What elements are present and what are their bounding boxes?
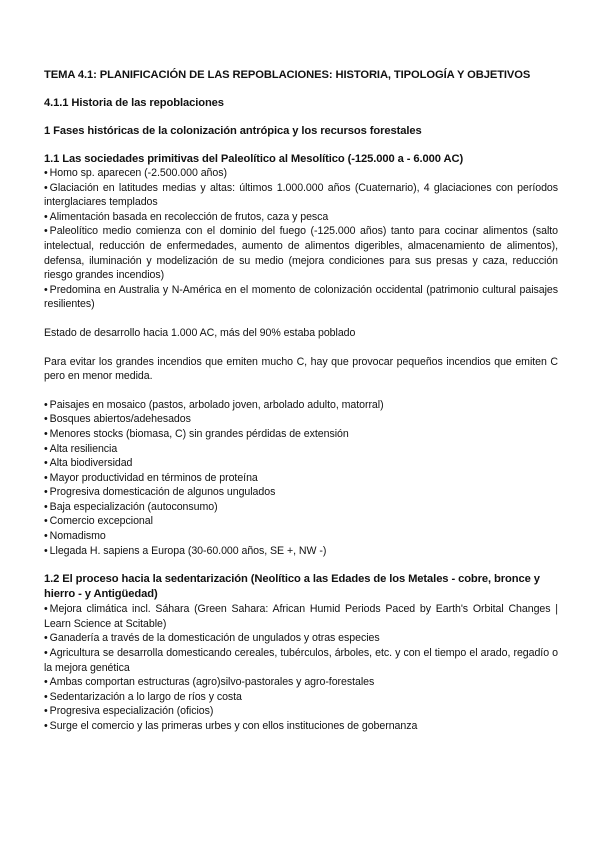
list-item: • Baja especialización (autoconsumo) [44,500,558,515]
list-features [44,398,558,559]
list-item: • Alta biodiversidad [44,456,558,471]
heading-1-2: 1.2 El proceso hacia la sedentarización (Neolítico a las Edades de los Metales - cobre, bronce y hierro - y Antigüedad) [44,573,540,601]
list-item: • Glaciación en latitudes medias y altas: últimos 1.000.000 años (Cuaternario), 4 glaciaciones con períodos interglaciares templados [44,181,558,210]
list-item: • Nomadismo [44,529,558,544]
document-page [44,68,558,734]
incendios-paragraph: Para evitar los grandes incendios que emiten mucho C, hay que provocar pequeños incendios que emiten C pero en menor medida. [44,355,558,383]
list-item: • Progresiva especialización (oficios) [44,704,558,719]
list-item: • Homo sp. aparecen (-2.500.000 años) [44,166,558,181]
list-item: • Progresiva domesticación de algunos ungulados [44,485,558,500]
list-item: • Paisajes en mosaico (pastos, arbolado joven, arbolado adulto, matorral) [44,398,558,413]
list-item: • Ganadería a través de la domesticación de ungulados y otras especies [44,631,558,646]
list-item: • Surge el comercio y las primeras urbes y con ellos instituciones de gobernanza [44,719,558,734]
list-item: • Agricultura se desarrolla domesticando cereales, tubérculos, árboles, etc. y con el tiempo el arado, regadío o la mejora genética [44,646,558,675]
list-item: • Sedentarización a lo largo de ríos y costa [44,690,558,705]
document-title: TEMA 4.1: PLANIFICACIÓN DE LAS REPOBLACIONES: HISTORIA, TIPOLOGÍA Y OBJETIVOS [44,69,531,81]
list-item: • Mayor productividad en términos de proteína [44,471,558,486]
list-sedentarizacion [44,602,558,733]
estado-paragraph: Estado de desarrollo hacia 1.000 AC, más del 90% estaba poblado [44,326,356,339]
list-item: • Comercio excepcional [44,514,558,529]
list-item: • Alimentación basada en recolección de frutos, caza y pesca [44,210,558,225]
heading-1-1: 1.1 Las sociedades primitivas del Paleolítico al Mesolítico (-125.000 a - 6.000 AC) [44,153,464,165]
list-item: • Paleolítico medio comienza con el dominio del fuego (-125.000 años) tanto para cocinar alimentos (salto intelectual, reducción de enfermedades, aumento de alimentos digeribles, almacenamiento de alimentos), defensa, iluminación y modelización de su medio (mejora condiciones para sus presas y caza, reducción riesgo grandes incendios) [44,224,558,282]
list-item: • Predomina en Australia y N-América en el momento de colonización occidental (patrimonio cultural paisajes resilientes) [44,283,558,312]
list-item: • Menores stocks (biomasa, C) sin grandes pérdidas de extensión [44,427,558,442]
list-paleolitico [44,166,558,312]
heading-1: 1 Fases históricas de la colonización antrópica y los recursos forestales [44,125,422,137]
list-item: • Alta resiliencia [44,442,558,457]
list-item: • Mejora climática incl. Sáhara (Green Sahara: African Humid Periods Paced by Earth's Orbital Changes | Learn Science at Scitable) [44,602,558,631]
list-item: • Bosques abiertos/adehesados [44,412,558,427]
section-heading-4-1-1: 4.1.1 Historia de las repoblaciones [44,97,224,109]
list-item: • Llegada H. sapiens a Europa (30-60.000 años, SE +, NW -) [44,544,558,559]
list-item: • Ambas comportan estructuras (agro)silvo-pastorales y agro-forestales [44,675,558,690]
